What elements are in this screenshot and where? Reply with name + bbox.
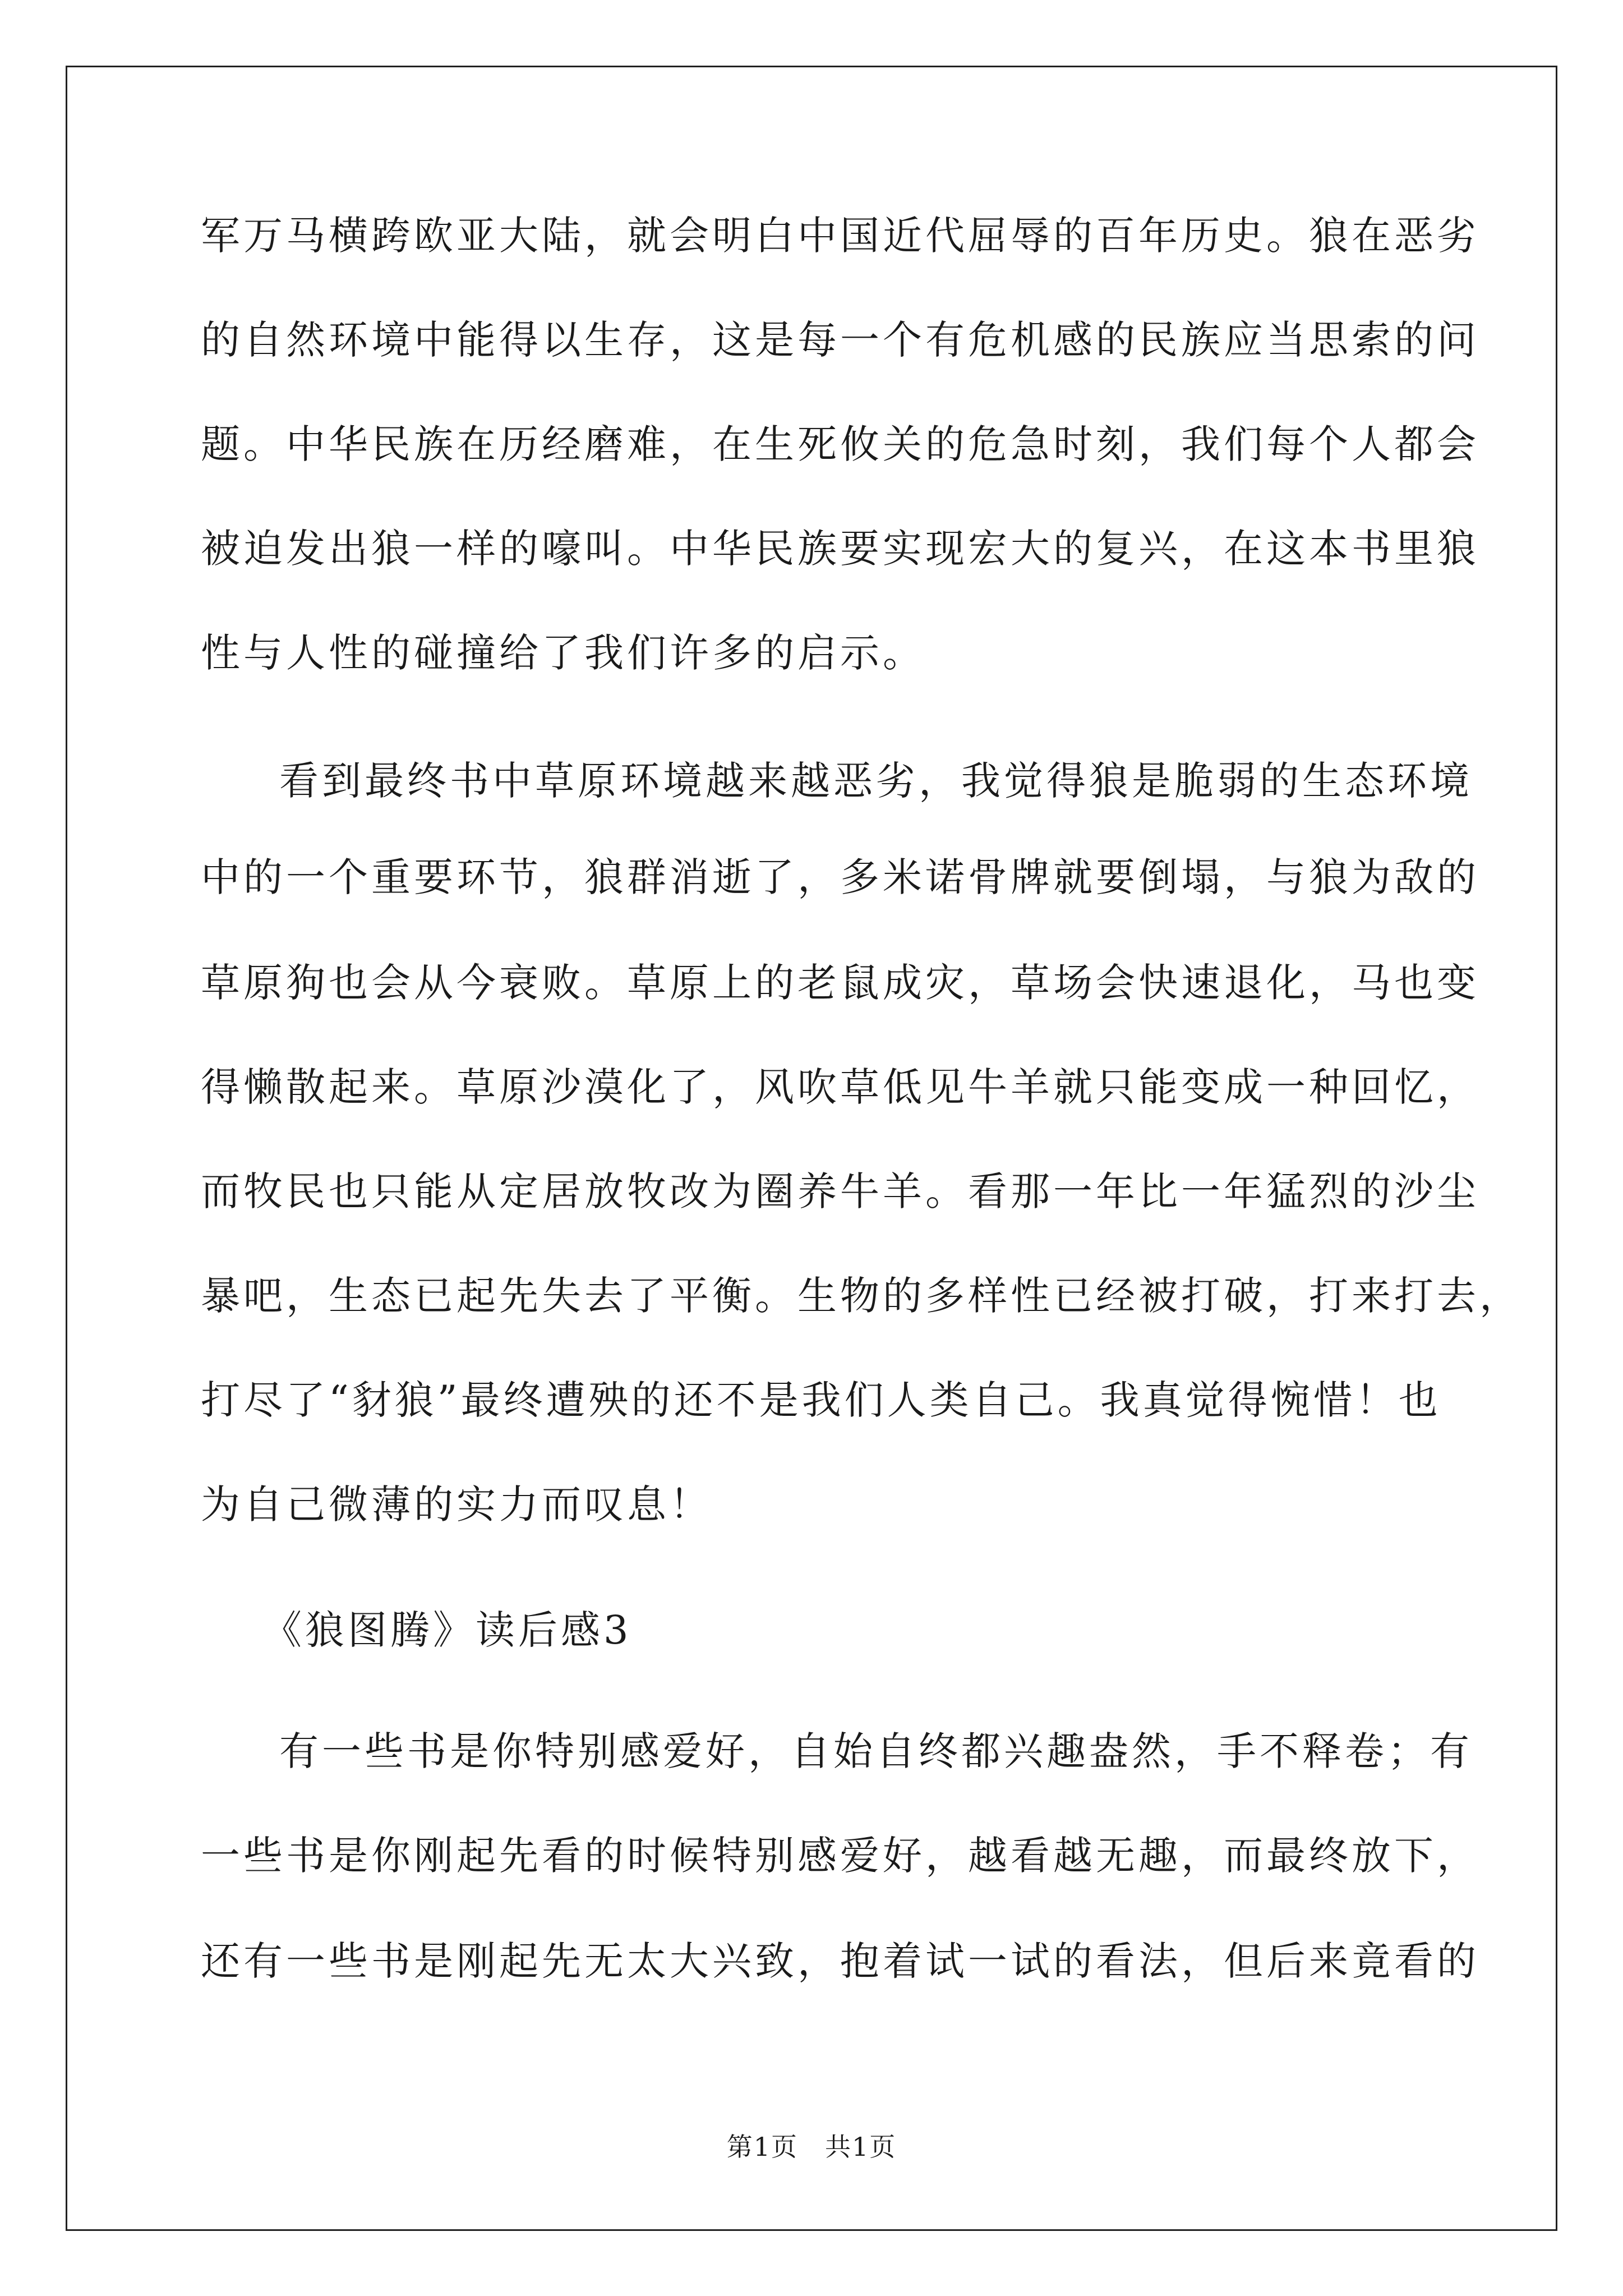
text-line: 的自然环境中能得以生存，这是每一个有危机感的民族应当思索的问 xyxy=(201,317,1479,363)
text-line: 暴吧，生态已起先失去了平衡。生物的多样性已经被打破，打来打去， xyxy=(201,1273,1522,1319)
text-line: 而牧民也只能从定居放牧改为圈养牛羊。看那一年比一年猛烈的沙尘 xyxy=(201,1168,1479,1214)
page-footer: 第1页 共1页 xyxy=(726,2132,897,2162)
text-line: 还有一些书是刚起先无太大兴致，抱着试一试的看法，但后来竟看的 xyxy=(201,1938,1479,1984)
text-line: 中的一个重要环节，狼群消逝了，多米诺骨牌就要倒塌，与狼为敌的 xyxy=(201,854,1479,900)
page-border xyxy=(66,66,1557,2231)
paragraph-start-line: 有一些书是你特别感爱好，自始自终都兴趣盎然，手不释卷；有 xyxy=(279,1728,1473,1774)
text-line: 一些书是你刚起先看的时候特别感爱好，越看越无趣，而最终放下， xyxy=(201,1833,1479,1879)
text-line: 性与人性的碰撞给了我们许多的启示。 xyxy=(201,630,925,676)
text-line: 为自己微薄的实力而叹息！ xyxy=(201,1481,712,1527)
section-heading: 《狼图腾》读后感3 xyxy=(262,1607,632,1653)
paragraph-start-line: 看到最终书中草原环境越来越恶劣，我觉得狼是脆弱的生态环境 xyxy=(279,758,1473,804)
text-line: 军万马横跨欧亚大陆，就会明白中国近代屈辱的百年历史。狼在恶劣 xyxy=(201,213,1479,259)
text-line: 被迫发出狼一样的嚎叫。中华民族要实现宏大的复兴，在这本书里狼 xyxy=(201,526,1479,572)
text-line: 草原狗也会从今衰败。草原上的老鼠成灾，草场会快速退化，马也变 xyxy=(201,960,1479,1006)
text-line: 题。中华民族在历经磨难，在生死攸关的危急时刻，我们每个人都会 xyxy=(201,421,1479,467)
text-line: 打尽了“豺狼”最终遭殃的还不是我们人类自己。我真觉得惋惜！也 xyxy=(201,1377,1441,1423)
text-line: 得懒散起来。草原沙漠化了，风吹草低见牛羊就只能变成一种回忆， xyxy=(201,1064,1479,1110)
